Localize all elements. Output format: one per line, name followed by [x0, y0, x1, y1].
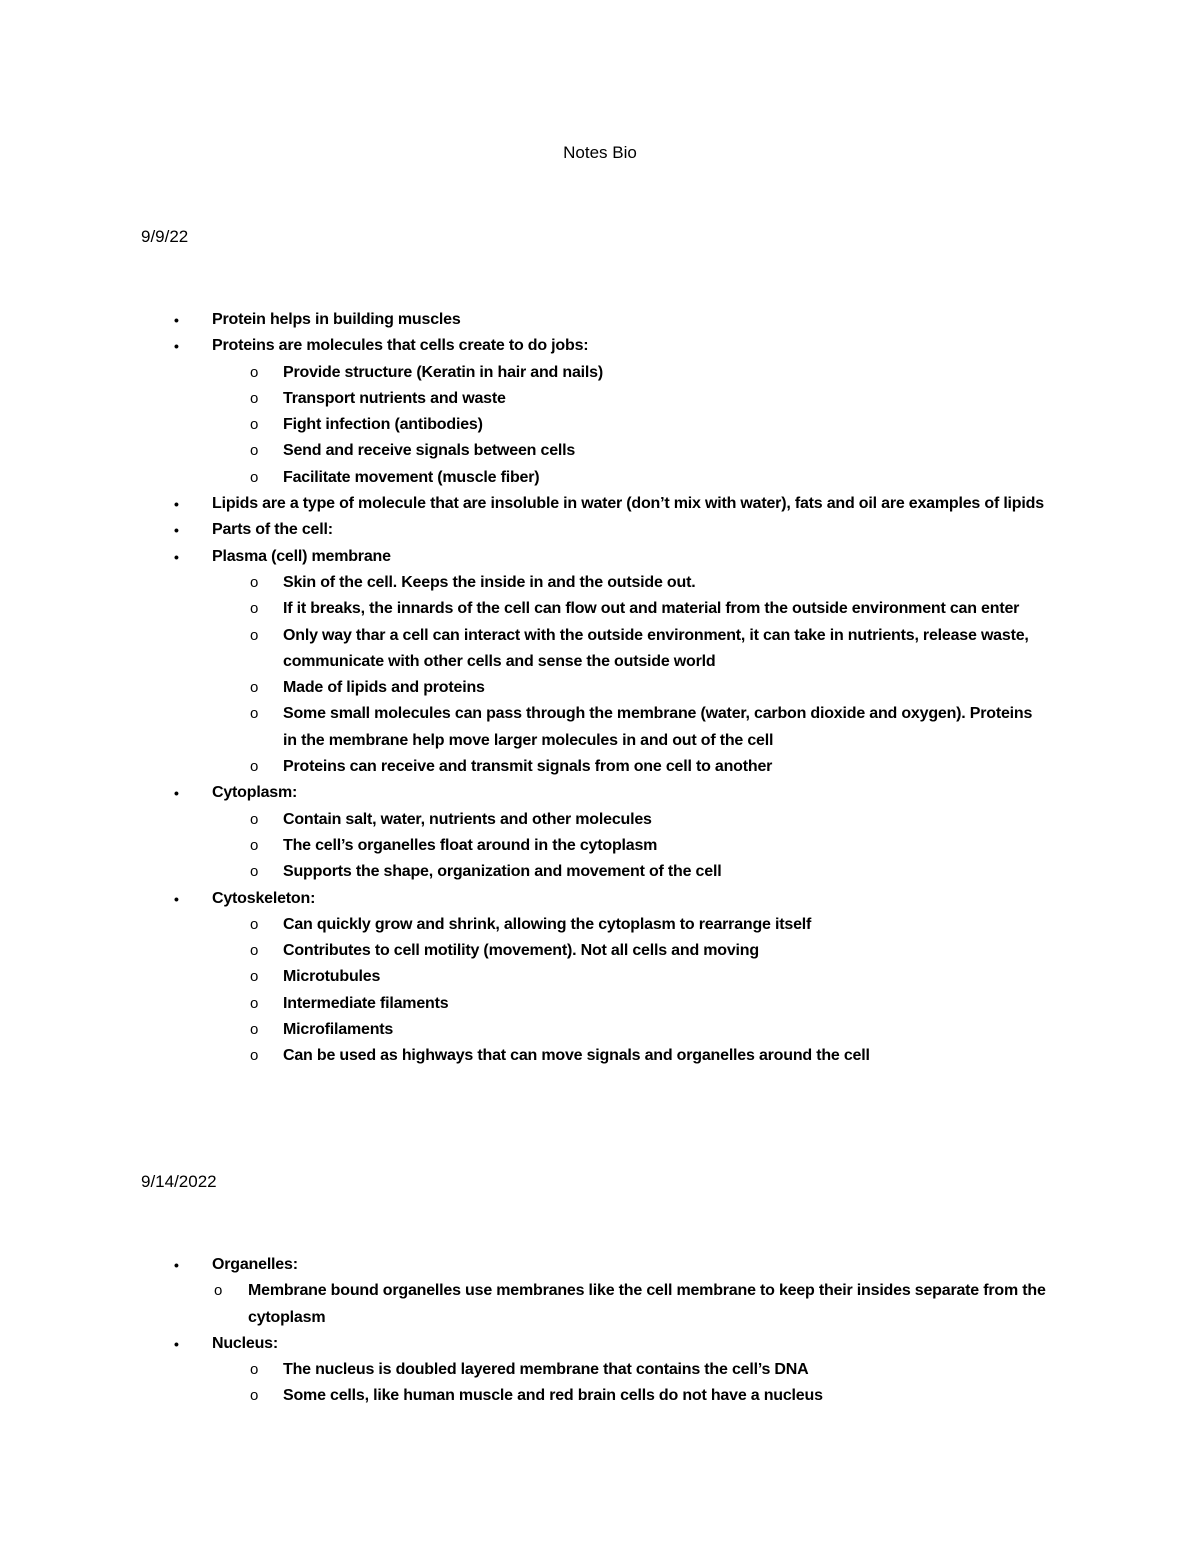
bullet-marker: • [174, 338, 179, 355]
sub-bullet-item [0, 596, 1200, 622]
sub-bullet-marker: o [250, 863, 259, 881]
bullet-item [0, 307, 1200, 333]
bullet-item [0, 544, 1200, 570]
bullet-marker: • [174, 1335, 179, 1352]
sub-bullet-marker: o [250, 705, 259, 723]
bullet-item [0, 517, 1200, 543]
item-text: Send and receive signals between cells [283, 442, 576, 460]
item-text: Transport nutrients and waste [283, 389, 506, 407]
sub-bullet-item [0, 465, 1200, 491]
sub-bullet-item [0, 807, 1200, 833]
item-text: Membrane bound organelles use membranes like the cell membrane to keep their insides separate from the cytoplasm [248, 1282, 1046, 1326]
item-text: Contain salt, water, nutrients and other molecules [283, 810, 652, 828]
sub-bullet-item [0, 360, 1200, 386]
item-text: Fight infection (antibodies) [283, 416, 483, 434]
sub-bullet-marker: o [250, 1387, 259, 1405]
sub-bullet-marker: o [250, 679, 259, 697]
bullet-marker: • [174, 890, 179, 907]
item-text: Facilitate movement (muscle fiber) [283, 468, 540, 486]
item-text: The cell’s organelles float around in the cytoplasm [283, 836, 658, 854]
item-text: Contributes to cell motility (movement). Not all cells and moving [283, 942, 759, 960]
sub-bullet-marker: o [250, 915, 259, 933]
sub-bullet-item [0, 1017, 1200, 1043]
item-text: Parts of the cell: [212, 521, 333, 539]
item-text: Proteins can receive and transmit signals from one cell to another [283, 758, 773, 776]
sub-bullet-marker: o [250, 836, 259, 854]
sub-bullet-item [0, 701, 1200, 754]
sub-bullet-item [0, 912, 1200, 938]
sub-bullet-marker: o [214, 1282, 223, 1300]
sub-bullet-marker: o [250, 1047, 259, 1065]
sub-bullet-item [0, 675, 1200, 701]
sub-bullet-item [0, 412, 1200, 438]
notes-list [0, 307, 1200, 1070]
item-text: Proteins are molecules that cells create to do jobs: [212, 337, 589, 355]
sub-bullet-item [0, 938, 1200, 964]
sub-bullet-marker: o [250, 994, 259, 1012]
sub-bullet-marker: o [250, 942, 259, 960]
sub-bullet-marker: o [250, 968, 259, 986]
notes-list [0, 1252, 1200, 1410]
item-text: If it breaks, the innards of the cell can flow out and material from the outside environment can enter [283, 600, 1020, 618]
item-text: Supports the shape, organization and movement of the cell [283, 863, 722, 881]
sub-bullet-marker: o [250, 389, 259, 407]
item-text: Cytoskeleton: [212, 889, 316, 907]
item-text: Made of lipids and proteins [283, 679, 485, 697]
sub-bullet-item [0, 623, 1200, 676]
sub-bullet-marker: o [250, 810, 259, 828]
item-text: Provide structure (Keratin in hair and nails) [283, 363, 603, 381]
bullet-item [0, 1331, 1200, 1357]
bullet-marker: • [174, 1257, 179, 1273]
sub-bullet-marker: o [250, 416, 259, 434]
sub-bullet-marker: o [250, 468, 259, 486]
bullet-marker: • [174, 312, 179, 328]
sub-bullet-item [0, 964, 1200, 990]
item-text: Skin of the cell. Keeps the inside in and the outside out. [283, 573, 696, 591]
item-text: Microtubules [283, 968, 381, 986]
bullet-marker: • [174, 496, 179, 513]
sub-bullet-item [0, 386, 1200, 412]
sub-bullet-item [0, 1278, 1200, 1331]
bullet-item [0, 1252, 1200, 1278]
item-text: Microfilaments [283, 1021, 394, 1039]
bullet-item [0, 780, 1200, 806]
item-text: Only way thar a cell can interact with the outside environment, it can take in nutrients, release waste, communicate with other cells and sense the outside world [283, 626, 1029, 670]
sub-bullet-marker: o [250, 758, 259, 776]
bullet-item [0, 491, 1200, 517]
sub-bullet-marker: o [250, 626, 259, 644]
item-text: Some cells, like human muscle and red brain cells do not have a nucleus [283, 1387, 823, 1405]
item-text: Nucleus: [212, 1334, 278, 1352]
section-date: 9/14/2022 [141, 1172, 217, 1191]
sub-bullet-marker: o [250, 363, 259, 381]
item-text: Some small molecules can pass through the membrane (water, carbon dioxide and oxygen). Proteins in the membrane help move larger molecules in and out of the cell [283, 705, 1033, 749]
bullet-marker: • [174, 785, 179, 802]
bullet-item [0, 333, 1200, 359]
bullet-marker: • [174, 522, 179, 539]
sub-bullet-marker: o [250, 442, 259, 460]
bullet-item [0, 886, 1200, 912]
sub-bullet-item [0, 438, 1200, 464]
sub-bullet-item [0, 833, 1200, 859]
item-text: Cytoplasm: [212, 784, 298, 802]
sub-bullet-item [0, 1383, 1200, 1409]
item-text: Lipids are a type of molecule that are insoluble in water (don’t mix with water), fats and oil are examples of lipids [212, 495, 1044, 513]
item-text: Can quickly grow and shrink, allowing the cytoplasm to rearrange itself [283, 915, 812, 933]
sub-bullet-item [0, 754, 1200, 780]
item-text: Protein helps in building muscles [212, 311, 461, 328]
page-title: Notes Bio [563, 143, 637, 162]
item-text: Intermediate filaments [283, 994, 449, 1012]
item-text: The nucleus is doubled layered membrane that contains the cell’s DNA [283, 1361, 809, 1379]
sub-bullet-item [0, 1357, 1200, 1383]
sub-bullet-item [0, 991, 1200, 1017]
sub-bullet-marker: o [250, 600, 259, 618]
sub-bullet-item [0, 570, 1200, 596]
sub-bullet-marker: o [250, 1021, 259, 1039]
bullet-marker: • [174, 548, 179, 565]
section-date: 9/9/22 [141, 227, 189, 246]
sub-bullet-item [0, 859, 1200, 885]
sub-bullet-marker: o [250, 573, 259, 591]
sub-bullet-marker: o [250, 1361, 259, 1379]
item-text: Plasma (cell) membrane [212, 547, 391, 565]
item-text: Can be used as highways that can move signals and organelles around the cell [283, 1047, 870, 1065]
sub-bullet-item [0, 1043, 1200, 1069]
item-text: Organelles: [212, 1256, 298, 1273]
